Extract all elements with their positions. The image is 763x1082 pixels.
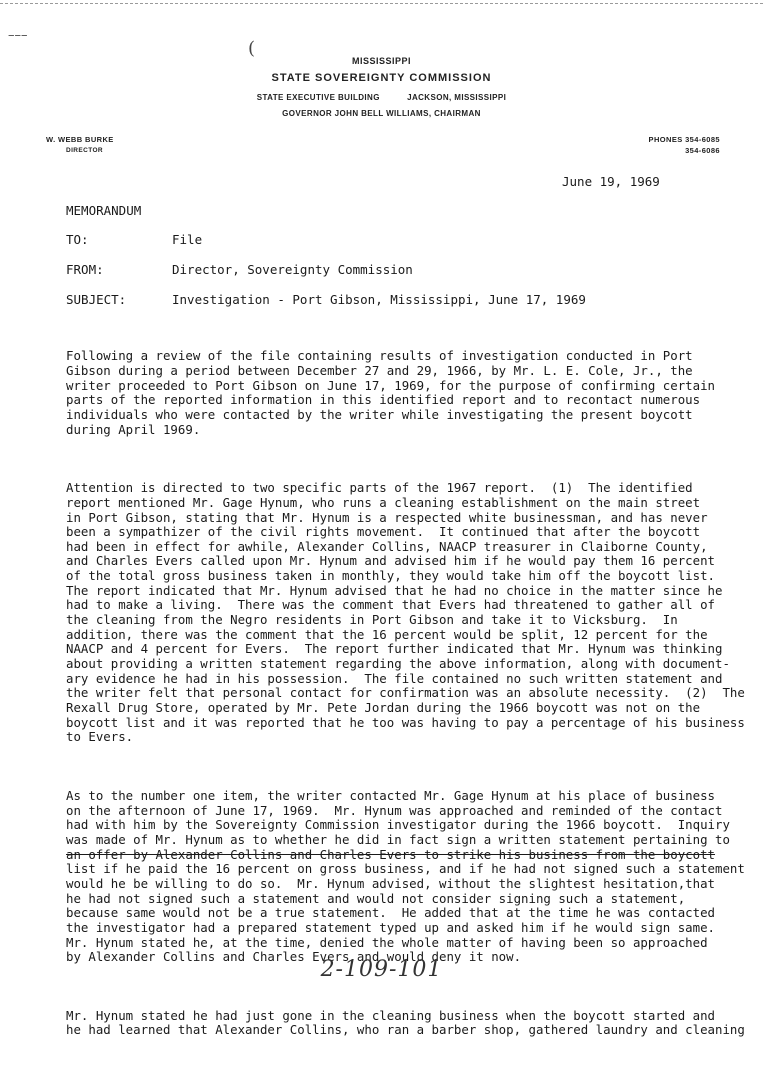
body-line: list if he paid the 16 percent on gross business, and if he had not signed such a statement xyxy=(66,861,745,877)
body-line: The report indicated that Mr. Hynum advised that he had no choice in the matter since he xyxy=(66,582,723,598)
body-line: on the afternoon of June 17, 1969. Mr. Hynum was approached and reminded of the contact xyxy=(66,802,723,818)
body-line: Gibson during a period between December 27 and 29, 1966, by Mr. L. E. Cole, Jr., the xyxy=(66,362,693,378)
phones-block xyxy=(628,134,720,156)
body-line: had to make a living. There was the comment that Evers had threatened to gather all of xyxy=(66,597,716,613)
body-line: the writer felt that personal contact for confirmation was an absolute necessity. (2) The xyxy=(66,685,745,701)
subject-label: SUBJECT: xyxy=(66,292,127,307)
address-building: STATE EXECUTIVE BUILDING xyxy=(256,93,380,102)
body-line: was made of Mr. Hynum as to whether he did in fact sign a written statement pertaining to xyxy=(66,831,730,847)
scan-edge xyxy=(0,3,763,4)
director-name: W. WEBB BURKE xyxy=(46,135,114,144)
body-line: had with him by the Sovereignty Commission investigator during the 1966 boycott. Inquiry xyxy=(66,817,730,833)
memo-date: June 19, 1969 xyxy=(562,174,660,189)
body-line: of the total gross business taken in monthly, they would take him off the boycott list. xyxy=(66,568,716,584)
body-line: addition, there was the comment that the 16 percent would be split, 12 percent for the xyxy=(66,626,708,642)
paragraph-4 xyxy=(66,1009,756,1038)
from-value: Director, Sovereignty Commission xyxy=(172,262,413,277)
body-line: had been in effect for awhile, Alexander Collins, NAACP treasurer in Claiborne County, xyxy=(66,538,708,554)
body-line: about providing a written statement regarding the above information, along with document- xyxy=(66,656,730,672)
letterhead-address xyxy=(0,93,763,102)
body-line: Rexall Drug Store, operated by Mr. Pete Jordan during the 1966 boycott was not on the xyxy=(66,700,701,716)
body-line: Following a review of the file containing results of investigation conducted in Port xyxy=(66,348,693,364)
body-line: Mr. Hynum stated he had just gone in the cleaning business when the boycott started and xyxy=(66,1007,716,1023)
body-line: ary evidence he had in his possession. The file contained no such written statement and xyxy=(66,670,723,686)
phones-line-2: 354-6086 xyxy=(685,146,720,155)
phones-line-1: PHONES 354-6085 xyxy=(648,135,720,144)
body-line: Mr. Hynum stated he, at the time, denied the whole matter of having been so approached xyxy=(66,934,708,950)
body-line: writer proceeded to Port Gibson on June 17, 1969, for the purpose of confirming certain xyxy=(66,377,716,393)
body-line: during April 1969. xyxy=(66,421,201,437)
body-line: the investigator had a prepared statement typed up and asked him if he would sign same. xyxy=(66,919,716,935)
from-label: FROM: xyxy=(66,262,104,277)
body-line: NAACP and 4 percent for Evers. The report further indicated that Mr. Hynum was thinking xyxy=(66,641,723,657)
to-value: File xyxy=(172,232,203,247)
letterhead-agency: STATE SOVEREIGNTY COMMISSION xyxy=(271,72,492,84)
body-line: because same would not be a true statement. He added that at the time he was contacted xyxy=(66,905,716,921)
body-line-struck: an offer by Alexander Collins and Charles Evers to strike his business from the boycott xyxy=(66,846,716,862)
letterhead-state: MISSISSIPPI xyxy=(351,56,412,66)
body-line: he had learned that Alexander Collins, who ran a barber shop, gathered laundry and cleaning xyxy=(66,1022,745,1038)
director-title: DIRECTOR xyxy=(66,147,104,154)
body-line: in Port Gibson, stating that Mr. Hynum is a respected white businessman, and has never xyxy=(66,509,708,525)
to-label: TO: xyxy=(66,232,89,247)
body-line: and Charles Evers called upon Mr. Hynum and advised him if he would pay them 16 percent xyxy=(66,553,716,569)
body-line: to Evers. xyxy=(66,729,134,745)
paragraph-2 xyxy=(66,481,756,745)
body-line: individuals who were contacted by the writer while investigating the present boycott xyxy=(66,406,693,422)
memo-heading: MEMORANDUM xyxy=(66,203,142,218)
body-line: the cleaning from the Negro residents in Port Gibson and take it to Vicksburg. In xyxy=(66,612,678,628)
paragraph-3 xyxy=(66,789,756,965)
subject-value: Investigation - Port Gibson, Mississippi, June 17, 1969 xyxy=(172,292,586,307)
address-city: JACKSON, MISSISSIPPI xyxy=(407,93,507,102)
handwritten-page-number: 2-109-101 xyxy=(320,957,443,982)
body-line: report mentioned Mr. Gage Hynum, who runs a cleaning establishment on the main street xyxy=(66,494,701,510)
body-line: As to the number one item, the writer contacted Mr. Gage Hynum at his place of business xyxy=(66,787,716,803)
body-line: boycott list and it was reported that he too was having to pay a percentage of his business xyxy=(66,714,745,730)
body-line: parts of the reported information in this identified report and to recontact numerous xyxy=(66,392,701,408)
pen-mark: ––– xyxy=(8,28,28,43)
paragraph-1 xyxy=(66,349,756,437)
body-line: Attention is directed to two specific parts of the 1967 report. (1) The identified xyxy=(66,480,693,496)
body-line: would he be willing to do so. Mr. Hynum advised, without the slightest hesitation,that xyxy=(66,875,716,891)
body-line: been a sympathizer of the civil rights movement. It continued that after the boycott xyxy=(66,524,701,540)
pen-mark: ( xyxy=(248,38,256,59)
body-line: he had not signed such a statement and would not consider signing such a statement, xyxy=(66,890,686,906)
body-line: by Alexander Collins and Charles Evers and would deny it now. xyxy=(66,949,522,965)
director-block xyxy=(46,134,114,156)
letterhead-governor: GOVERNOR JOHN BELL WILLIAMS, CHAIRMAN xyxy=(282,109,481,118)
